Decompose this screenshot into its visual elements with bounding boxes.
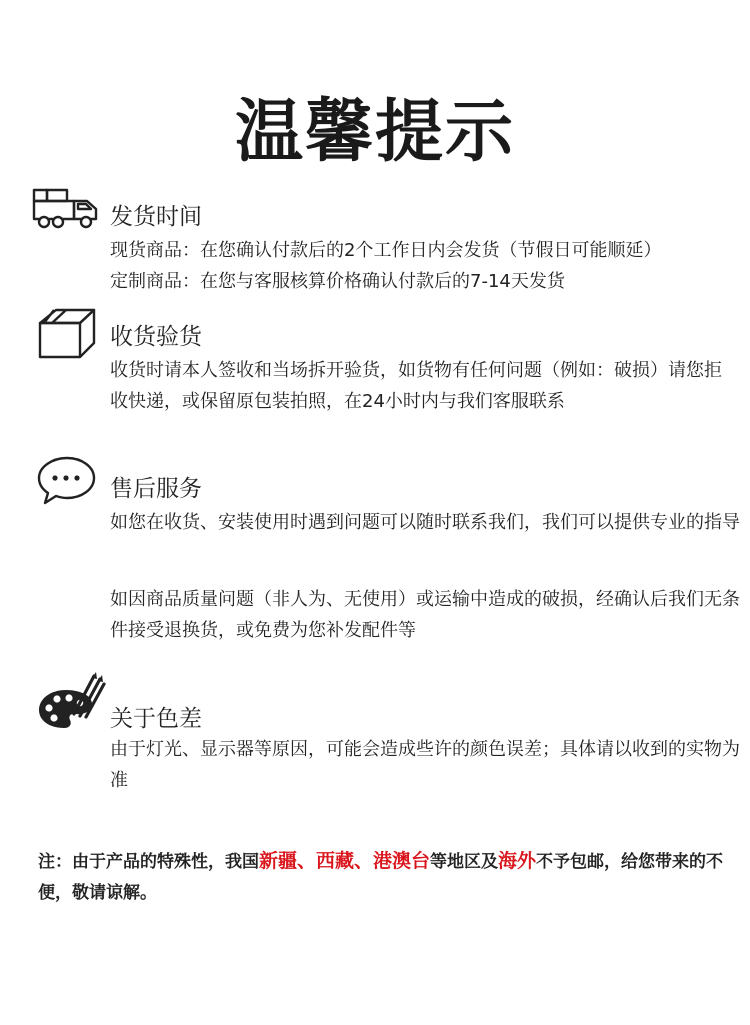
note-text: 等地区及: [430, 852, 499, 872]
section-heading: 收货验货: [110, 324, 202, 350]
after-sales-paragraph-2: 如因商品质量问题（非人为、无使用）或运输中造成的破损，经确认后我们无条件接受退换货，或免费为您补发配件等: [110, 589, 740, 641]
color-paragraph: 由于灯光、显示器等原因，可能会造成些许的颜色误差；具体请以收到的实物为准: [110, 739, 740, 791]
shipping-line-custom: 定制商品：在您与客服核算价格确认付款后的7-14天发货: [110, 271, 565, 292]
shipping-note: [38, 846, 728, 909]
section-heading: 售后服务: [110, 476, 202, 502]
box-icon: [36, 307, 100, 365]
note-highlight-regions: 新疆、西藏、港澳台: [259, 850, 431, 872]
chat-bubble-icon: [36, 455, 98, 511]
section-heading: 关于色差: [110, 706, 202, 732]
palette-icon: [36, 670, 108, 736]
note-text: 不予包邮，给您带来的不便，敬请谅解。: [38, 852, 724, 903]
truck-icon: [30, 187, 100, 235]
note-highlight-overseas: 海外: [498, 850, 537, 872]
after-sales-paragraph-1: 如您在收货、安装使用时遇到问题可以随时联系我们，我们可以提供专业的指导: [110, 512, 740, 533]
section-heading: 发货时间: [110, 204, 202, 230]
inspection-paragraph: 收货时请本人签收和当场拆开验货，如货物有任何问题（例如：破损）请您拒收快递，或保留原包装拍照，在24小时内与我们客服联系: [110, 360, 722, 412]
note-text: 注：由于产品的特殊性，我国: [38, 852, 259, 872]
page-title: 温馨提示: [234, 93, 515, 172]
shipping-line-instock: 现货商品：在您确认付款后的2个工作日内会发货（节假日可能顺延）: [110, 240, 662, 261]
